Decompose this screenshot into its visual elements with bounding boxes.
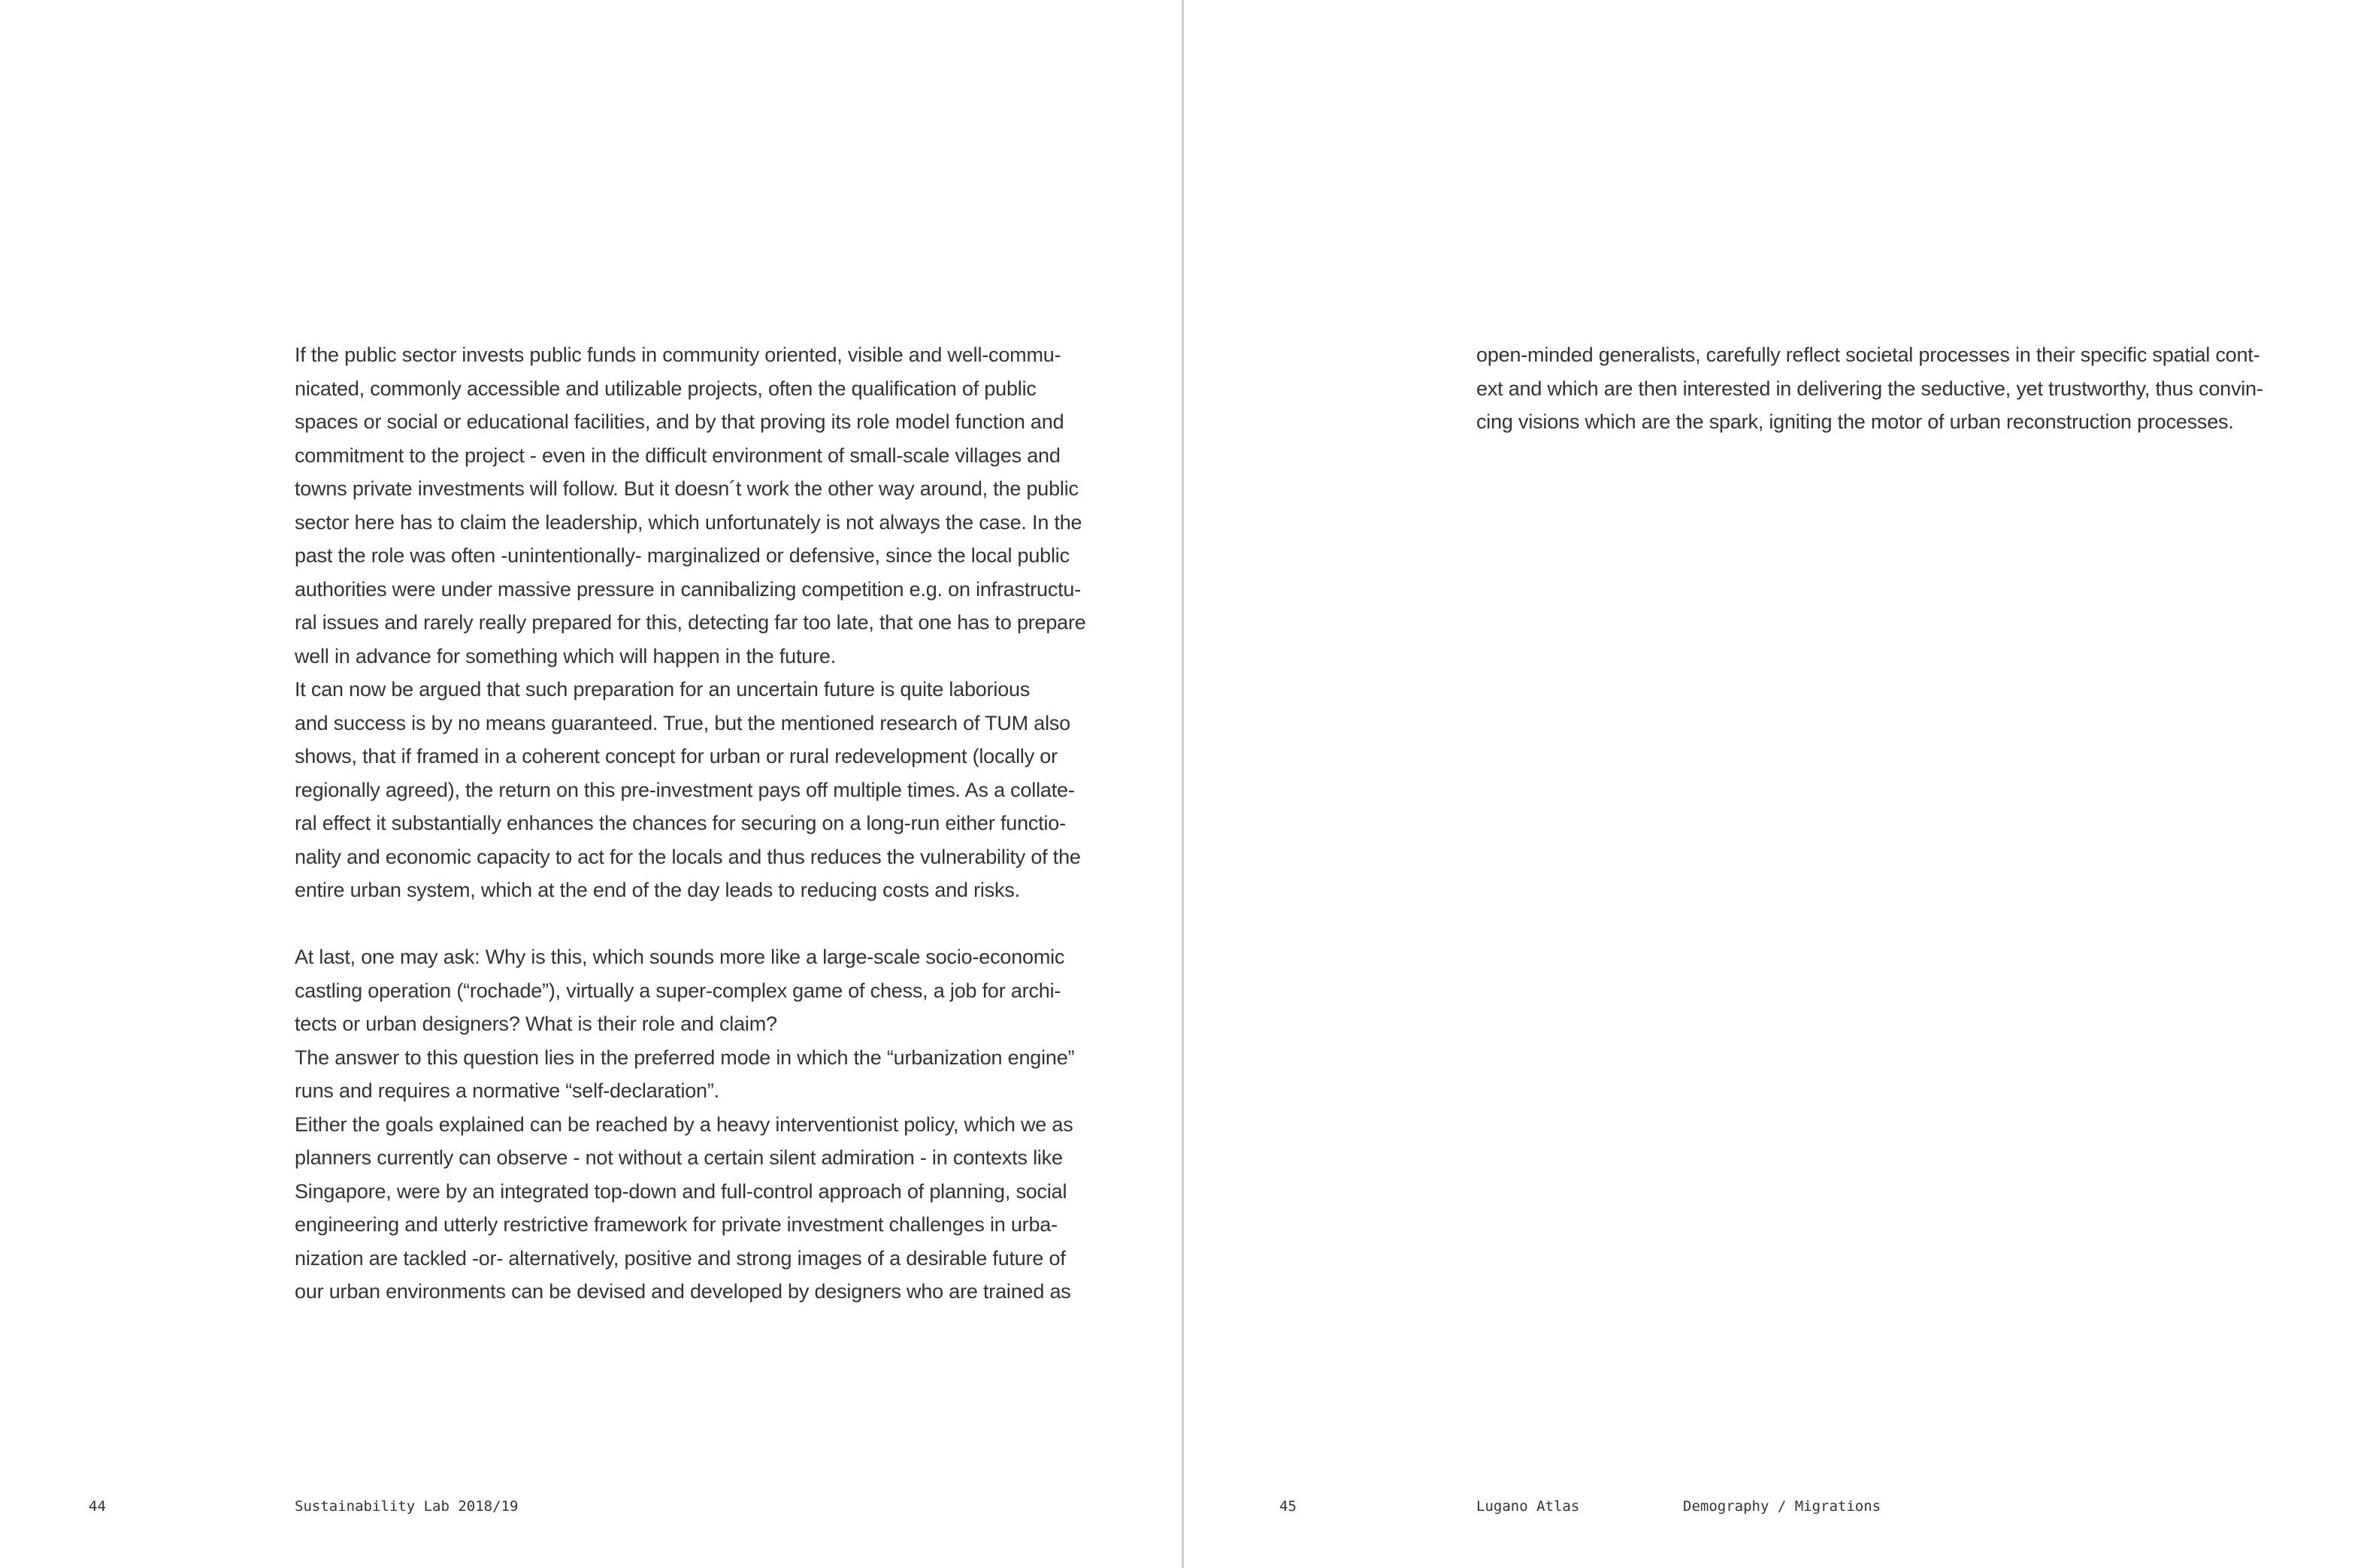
text-line: ral effect it substantially enhances the chances for securing on a long-run either functio-	[295, 812, 1066, 834]
text-line: planners currently can observe - not without a certain silent admiration - in contexts like	[295, 1146, 1063, 1169]
left-body-text	[295, 338, 1114, 1309]
text-line: engineering and utterly restrictive framework for private investment challenges in urba-	[295, 1213, 1058, 1236]
left-page-number: 44	[89, 1498, 106, 1515]
text-line: nality and economic capacity to act for the locals and thus reduces the vulnerability of the	[295, 845, 1081, 868]
text-line: regionally agreed), the return on this pre-investment pays off multiple times. As a collate-	[295, 778, 1075, 801]
text-line: castling operation (“rochade”), virtually a super-complex game of chess, a job for archi-	[295, 979, 1061, 1002]
text-line: well in advance for something which will happen in the future.	[295, 644, 837, 667]
text-line: sector here has to claim the leadership, which unfortunately is not always the case. In the	[295, 510, 1082, 534]
text-line: nicated, commonly accessible and utilizable projects, often the qualification of public	[295, 377, 1037, 400]
text-line: cing visions which are the spark, igniting the motor of urban reconstruction processes.	[1476, 410, 2234, 433]
text-line: open-minded generalists, carefully reflect societal processes in their specific spatial cont-	[1476, 344, 2260, 366]
text-line: our urban environments can be devised and developed by designers who are trained as	[295, 1280, 1071, 1303]
right-section-title: Demography / Migrations	[1683, 1498, 1881, 1515]
text-line: spaces or social or educational facilities, and by that proving its role model function and	[295, 410, 1064, 433]
text-line: shows, that if framed in a coherent concept for urban or rural redevelopment (locally or	[295, 745, 1058, 767]
right-body-text	[1476, 338, 2296, 439]
right-running-title: Lugano Atlas	[1476, 1498, 1580, 1515]
paragraph-spacer	[295, 907, 1114, 941]
text-line: commitment to the project - even in the difficult environment of small-scale villages and	[295, 443, 1061, 467]
right-page-number: 45	[1279, 1498, 1297, 1515]
text-line: It can now be argued that such preparation for an uncertain future is quite laborious	[295, 678, 1031, 701]
text-line: Either the goals explained can be reached by a heavy interventionist policy, which we as	[295, 1112, 1073, 1136]
text-line: authorities were under massive pressure in cannibalizing competition e.g. on infrastructu-	[295, 577, 1082, 601]
text-line: entire urban system, which at the end of the day leads to reducing costs and risks.	[295, 879, 1020, 901]
text-line: If the public sector invests public funds in community oriented, visible and well-commu-	[295, 344, 1061, 366]
right-page	[1184, 0, 2367, 1568]
text-line: Singapore, were by an integrated top-down and full-control approach of planning, social	[295, 1179, 1067, 1203]
text-line: runs and requires a normative “self-declaration”.	[295, 1079, 719, 1102]
text-line: nization are tackled -or- alternatively, positive and strong images of a desirable future of	[295, 1246, 1066, 1270]
text-line: ext and which are then interested in delivering the seductive, yet trustworthy, thus convin-	[1476, 377, 2263, 400]
text-line: The answer to this question lies in the preferred mode in which the “urbanization engine”	[295, 1046, 1075, 1069]
text-line: tects or urban designers? What is their role and claim?	[295, 1013, 777, 1035]
left-running-title: Sustainability Lab 2018/19	[295, 1498, 519, 1515]
text-line: ral issues and rarely really prepared for this, detecting far too late, that one has to prepare	[295, 611, 1086, 634]
text-line: and success is by no means guaranteed. True, but the mentioned research of TUM also	[295, 711, 1070, 734]
left-page	[0, 0, 1183, 1568]
text-line: towns private investments will follow. But it doesn´t work the other way around, the public	[295, 477, 1079, 500]
text-line: At last, one may ask: Why is this, which sounds more like a large-scale socio-economic	[295, 946, 1065, 968]
text-line: past the role was often -unintentionally- marginalized or defensive, since the local public	[295, 544, 1070, 567]
